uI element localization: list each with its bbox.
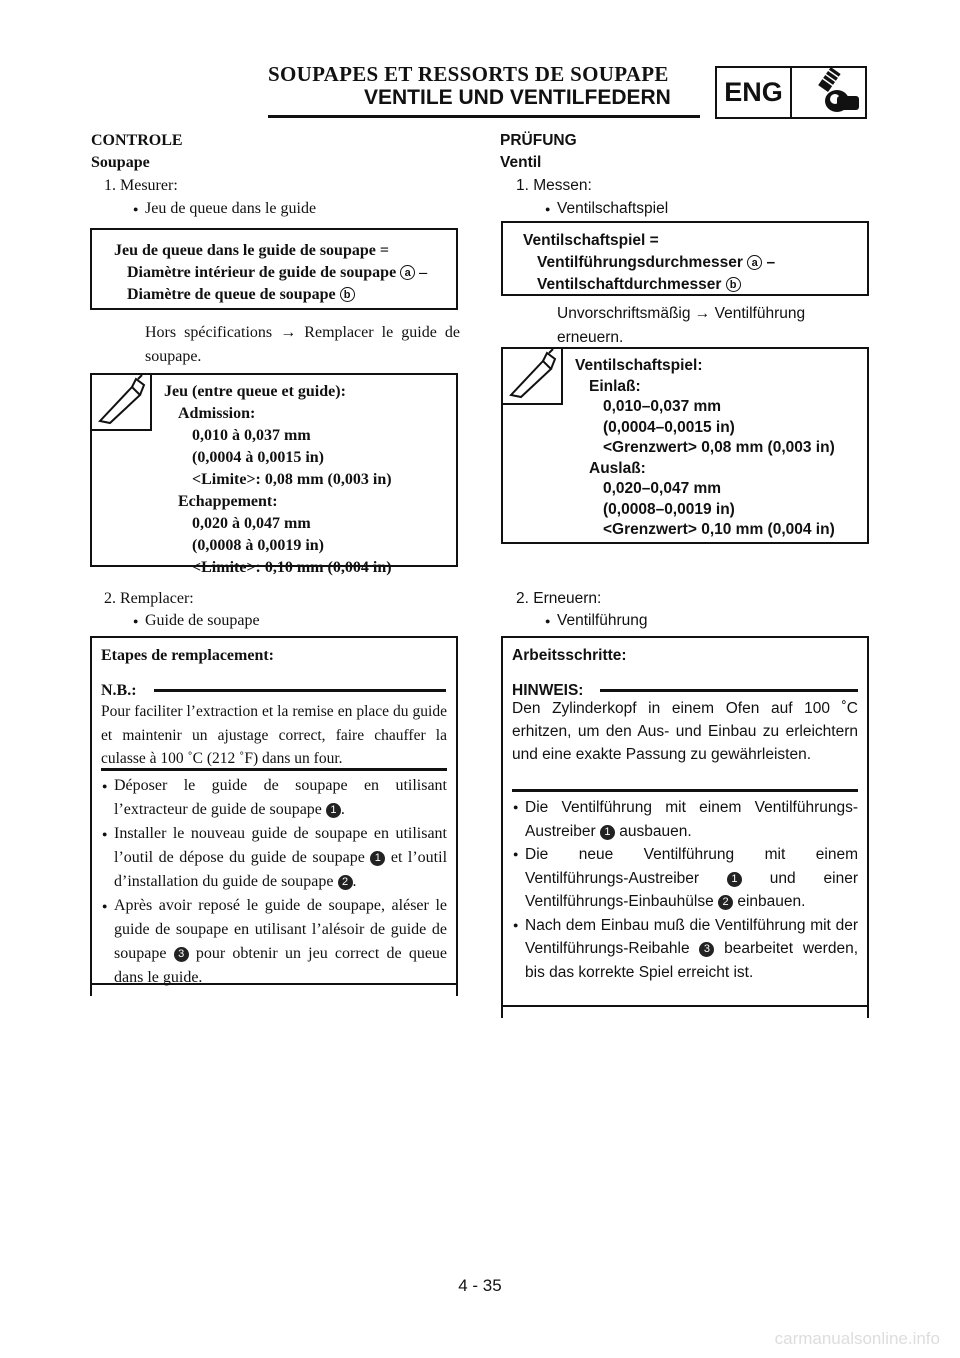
step-2-item-de: ● Ventilführung xyxy=(557,610,648,632)
mark-b-icon: b xyxy=(726,277,741,292)
step-1-item-de: ● Ventilschaftspiel xyxy=(557,198,668,220)
bullet-1: ● Déposer le guide de soupape en utilisant l’extracteur de guide de soupape 1 . xyxy=(114,774,447,822)
spec-intake-label-de: Einlaß: xyxy=(589,377,641,395)
formula-line-2-de: Ventilführungsdurchmesser a – xyxy=(537,254,776,271)
watermark: carmanualsonline.info xyxy=(774,1329,940,1348)
section-title-fr: SOUPAPES ET RESSORTS DE SOUPAPE xyxy=(268,62,669,86)
tool-2-icon: 2 xyxy=(338,875,353,890)
section-title-de: VENTILE UND VENTILFEDERN xyxy=(364,86,671,109)
heading-controle: CONTROLE xyxy=(91,132,183,149)
step-1-messen: 1. Messen: xyxy=(516,177,592,194)
step-1-mesurer: 1. Mesurer: xyxy=(104,177,178,194)
spec-exhaust-inch: (0,0008 à 0,0019 in) xyxy=(192,537,324,554)
subheading-soupape: Soupape xyxy=(91,154,150,171)
step-2-item: ● Guide de soupape xyxy=(145,610,260,632)
spec-intake-inch-de: (0,0004–0,0015 in) xyxy=(603,418,735,436)
spec-intake-value: 0,010 à 0,037 mm xyxy=(192,427,311,444)
mark-b-icon: b xyxy=(340,287,355,302)
formula-line-3: Diamètre de queue de soupape b xyxy=(114,284,456,306)
engine-wrench-icon xyxy=(790,66,867,119)
spec-intake-label: Admission: xyxy=(178,405,256,422)
spec-exhaust-inch-de: (0,0008–0,0019 in) xyxy=(603,500,735,518)
page-number: 4 - 35 xyxy=(458,1276,502,1295)
formula-line-1-de: Ventilschaftspiel = xyxy=(523,232,659,249)
heading-pruefung: PRÜFUNG xyxy=(500,132,577,149)
caliper-spec-icon xyxy=(503,349,563,405)
spec-exhaust-limit: <Limite>: 0,10 mm (0,004 in) xyxy=(192,559,392,576)
step-2-erneuern: 2. Erneuern: xyxy=(516,590,602,607)
formula-box-fr xyxy=(90,228,458,310)
mark-a-icon: a xyxy=(400,265,415,280)
formula-box-de xyxy=(501,221,869,296)
spec-exhaust-label-de: Auslaß: xyxy=(589,459,646,477)
spec-box-fr xyxy=(90,373,458,576)
caliper-spec-icon xyxy=(92,375,152,431)
mark-a-icon: a xyxy=(747,255,762,270)
eng-badge: ENG xyxy=(715,66,790,119)
spec-exhaust-limit-de: <Grenzwert> 0,10 mm (0,004 in) xyxy=(603,521,835,538)
formula-line-1: Jeu de queue dans le guide de soupape = xyxy=(114,242,389,259)
step-1-item: ● Jeu de queue dans le guide xyxy=(145,198,316,220)
hinweis-text: Den Zylinderkopf in einem Ofen auf 100 ˚C erhitzen, um den Aus- und Einbau zu erleichtern und eine exakte Passung zu gewährleisten. xyxy=(512,700,858,763)
spec-intake-value-de: 0,010–0,037 mm xyxy=(603,398,722,415)
spec-box-de xyxy=(501,347,869,544)
tool-1-icon: 1 xyxy=(326,803,341,818)
steps-title-de: Arbeitsschritte: xyxy=(512,647,627,664)
bullet-3-de: ● Nach dem Einbau muß die Ventilführung mit der Ventilführungs-Reibahle 3 bearbeitet werden, bis das korrekte Spiel erreicht ist. xyxy=(525,914,858,985)
nb-end-rule xyxy=(101,768,447,771)
nb-text: Pour faciliter l’extraction et la remise en place du guide et maintenir un ajustage correct, faire chauffer la culasse à 100 ˚C (212 ˚F) dans un four. xyxy=(101,703,447,767)
bullet-2-de: ● Die neue Ventilführung mit einem Ventilführungs-Austreiber 1 und einer Ventilführungs-Einbauhülse 2 einbauen. xyxy=(525,843,858,914)
tool-1-icon: 1 xyxy=(600,825,615,840)
hinweis-end-rule xyxy=(512,789,858,792)
nb-label: N.B.: xyxy=(101,682,137,699)
procedure-bullets-de xyxy=(525,796,858,984)
step-2-remplacer: 2. Remplacer: xyxy=(104,590,194,607)
spec-intake-limit: <Limite>: 0,08 mm (0,003 in) xyxy=(192,471,392,488)
out-of-spec-fr: Hors spécifications → Remplacer le guide de soupape. xyxy=(145,324,460,365)
spec-title: Jeu (entre queue et guide): xyxy=(164,383,346,400)
hinweis-label: HINWEIS: xyxy=(512,682,584,699)
spec-exhaust-value-de: 0,020–0,047 mm xyxy=(603,480,722,497)
bullet-3: ● Après avoir reposé le guide de soupape, aléser le guide de soupape en utilisant l’alésoir de guide de soupape 3 pour obtenir un jeu correct de queue dans le guide. xyxy=(114,894,447,990)
spec-exhaust-value: 0,020 à 0,047 mm xyxy=(192,515,311,532)
spec-exhaust-label: Echappement: xyxy=(178,493,278,510)
header-rule xyxy=(268,115,700,118)
tool-2-icon: 2 xyxy=(718,895,733,910)
spec-intake-limit-de: <Grenzwert> 0,08 mm (0,003 in) xyxy=(603,439,835,456)
nb-rule xyxy=(154,689,446,692)
bullet-1-de: ● Die Ventilführung mit einem Ventilführungs-Austreiber 1 ausbauen. xyxy=(525,796,858,843)
tool-3-icon: 3 xyxy=(699,942,714,957)
tool-1-icon: 1 xyxy=(727,872,742,887)
formula-line-3-de: Ventilschaftdurchmesser b xyxy=(523,274,867,296)
hinweis-rule xyxy=(600,689,858,692)
subheading-ventil: Ventil xyxy=(500,154,542,171)
tool-1-icon: 1 xyxy=(370,851,385,866)
spec-title-de: Ventilschaftspiel: xyxy=(575,357,703,374)
procedure-box-bottom-rule-de xyxy=(503,1005,867,1007)
out-of-spec-de: Unvorschriftsmäßig → Ventilführung erneuern. xyxy=(557,305,806,346)
formula-line-2: Diamètre intérieur de guide de soupape a – xyxy=(127,264,428,281)
tool-3-icon: 3 xyxy=(174,947,189,962)
spec-intake-inch: (0,0004 à 0,0015 in) xyxy=(192,449,324,466)
steps-title-fr: Etapes de remplacement: xyxy=(101,647,274,664)
procedure-bullets-fr xyxy=(114,774,447,990)
bullet-2: ● Installer le nouveau guide de soupape en utilisant l’outil de dépose du guide de soupape 1 et l’outil d’installation du guide de soupape 2 . xyxy=(114,822,447,894)
